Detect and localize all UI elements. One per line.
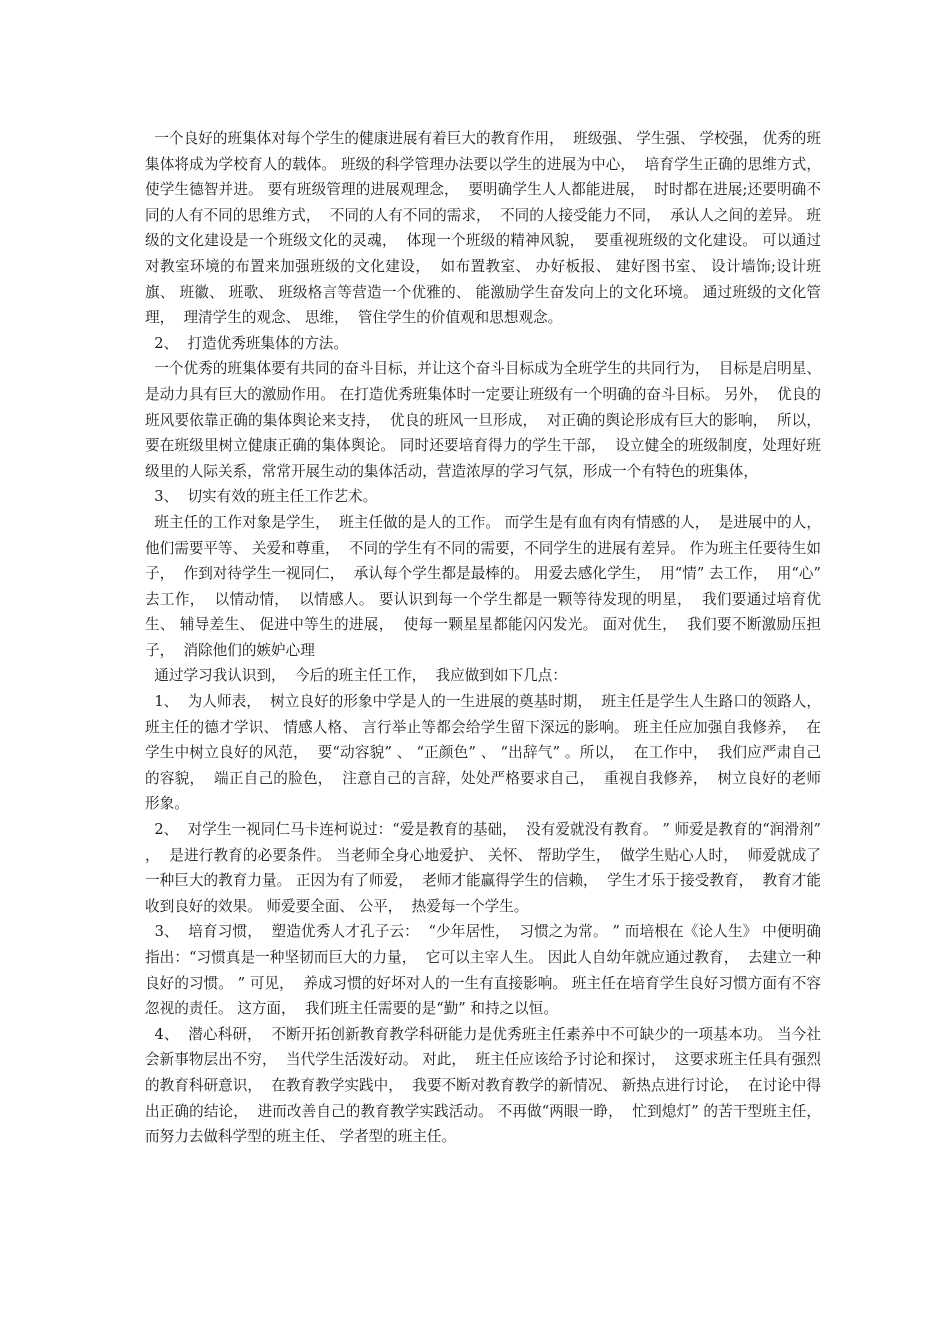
heading-2-methods: 2、 打造优秀班集体的方法。 bbox=[145, 334, 348, 352]
paragraph-learned: 通过学习我认识到， 今后的班主任工作， 我应做到如下几点： bbox=[145, 667, 567, 685]
paragraph-point-2: 2、 对学生一视同仁马卡连柯说过：“爱是教育的基础， 没有爱就没有教育。 ” 师爱是教育的“润滑剂” ， 是进行教育的必要条件。 当老师全身心地爱护、 关怀、 帮助学生， 做学生贴心人时， 师爱就成了一种巨大的教育力量。 正因为有了师爱， 老师才能赢得学生的信赖， 学生才乐于接受教育， 教育才能收到良好的效果。 师爱要全面、 公平， 热爱每一个学生。 bbox=[145, 821, 826, 915]
paragraph-point-4: 4、 潜心科研， 不断开拓创新教育教学科研能力是优秀班主任素养中不可缺少的一项基本功。 当今社会新事物层出不穷， 当代学生活泼好动。 对此， 班主任应该给予讨论和探讨， 这要求班主任具有强烈的教育科研意识， 在教育教学实践中， 我要不断对教育教学的新情况、 新热点进行讨论， 在讨论中得出正确的结论， 进而改善自己的教育教学实践活动。 不再做“两眼一睁， 忙到熄灯” 的苦干型班主任， 而努力去做科学型的班主任、 学者型的班主任。 bbox=[145, 1025, 831, 1146]
heading-3-art: 3、 切实有效的班主任工作艺术。 bbox=[145, 488, 378, 506]
paragraph-class-culture: 一个良好的班集体对每个学生的健康进展有着巨大的教育作用， 班级强、 学生强、 学校强， 优秀的班集体将成为学校育人的载体。 班级的科学管理办法要以学生的进展为中心， 培育学生正确的思维方式， 使学生德智并进。 要有班级管理的进展观理念， 要明确学生人人都能进展， 时时都在进展;还要明确不同的人有不同的思维方式， 不同的人有不同的需求， 不同的人接受能力不同， 承认人之间的差异。 班级的文化建设是一个班级文化的灵魂， 体现一个班级的精神风貌， 要重视班级的文化建设。 可以通过对教室环境的布置来加强班级的文化建设， 如布置教室、 办好板报、 建好图书室、 设计墙饰;设计班旗、 班徽、 班歌、 班级格言等营造一个优雅的、 能激励学生奋发向上的文化环境。 通过班级的文化管理， 理清学生的观念、 思维， 管住学生的价值观和思想观念。 bbox=[145, 130, 831, 327]
document-body bbox=[145, 126, 831, 1150]
paragraph-point-1: 1、 为人师表， 树立良好的形象中学是人的一生进展的奠基时期， 班主任是学生人生路口的领路人， 班主任的德才学识、 情感人格、 言行举止等都会给学生留下深远的影响。 班主任应加强自我修养， 在学生中树立良好的风范， 要“动容貌” 、 “正颜色” 、 “出辞气” 。所以， 在工作中， 我们应严肃自己的容貌， 端正自己的脸色， 注意自己的言辞，处处严格要求自己， 重视自我修养， 树立良好的老师形象。 bbox=[145, 693, 831, 813]
paragraph-point-3: 3、 培育习惯， 塑造优秀人才孔子云： “少年居性， 习惯之为常。 ” 而培根在《论人生》 中便明确指出：“习惯真是一种坚韧而巨大的力量， 它可以主宰人生。 因此人自幼年就应通过教育， 去建立一种良好的习惯。 ” 可见， 养成习惯的好坏对人的一生有直接影响。 班主任在培育学生良好习惯方面有不容忽视的责任。 这方面， 我们班主任需要的是“勤” 和持之以恒。 bbox=[145, 923, 821, 1018]
paragraph-work-object: 班主任的工作对象是学生， 班主任做的是人的工作。 而学生是有血有肉有情感的人， 是进展中的人， 他们需要平等、 关爱和尊重， 不同的学生有不同的需要，不同学生的进展有差异。 作为班主任要待生如子， 作到对待学生一视同仁， 承认每个学生都是最棒的。 用爱去感化学生， 用“情” 去工作， 用“心” 去工作， 以情动情， 以情感人。 要认识到每一个学生都是一颗等待发现的明星， 我们要通过培育优生、 辅导差生、 促进中等生的进展， 使每一颗星星都能闪闪发光。 面对优生， 我们要不断激励压担子， 消除他们的嫉妒心理 bbox=[145, 513, 831, 659]
paragraph-goals: 一个优秀的班集体要有共同的奋斗目标，并让这个奋斗目标成为全班学生的共同行为， 目标是启明星、 是动力具有巨大的激励作用。 在打造优秀班集体时一定要让班级有一个明确的奋斗目标。 另外， 优良的班风要依靠正确的集体舆论来支持， 优良的班风一旦形成， 对正确的舆论形成有巨大的影响， 所以， 要在班级里树立健康正确的集体舆论。 同时还要培育得力的学生干部， 设立健全的班级制度，处理好班级里的人际关系，常常开展生动的集体活动，营造浓厚的学习气氛，形成一个有特色的班集体， bbox=[145, 360, 831, 480]
